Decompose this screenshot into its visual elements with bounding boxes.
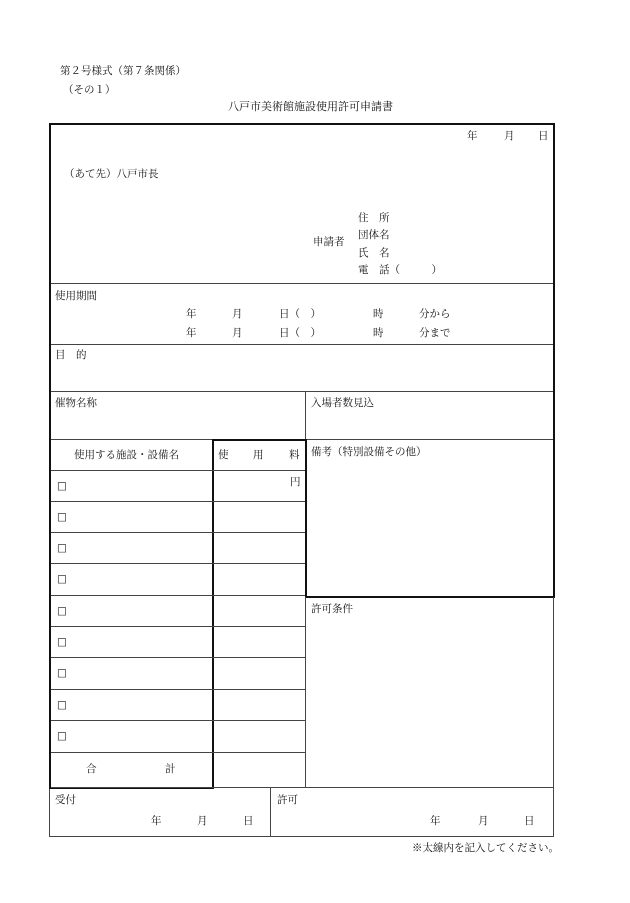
line-conditions-left bbox=[305, 597, 306, 787]
period-from-minute: 分から bbox=[419, 308, 451, 320]
table-row-line bbox=[51, 563, 305, 564]
table-row-line bbox=[51, 657, 305, 658]
border-table-right bbox=[212, 439, 214, 789]
date-month: 月 bbox=[504, 130, 515, 142]
period-from-year: 年 bbox=[186, 308, 197, 320]
remarks-label: 備考（特別設備その他） bbox=[311, 446, 427, 458]
table-row-line bbox=[51, 595, 305, 596]
applicant-phone: 電 話（ ） bbox=[358, 264, 442, 276]
page-title: 八戸市美術館施設使用許可申請書 bbox=[228, 100, 393, 113]
line-event-divider bbox=[305, 391, 306, 439]
facility-checkbox[interactable]: □ bbox=[57, 667, 67, 679]
period-to-year: 年 bbox=[186, 327, 197, 339]
line-after-purpose bbox=[51, 391, 553, 392]
line-right-lower bbox=[553, 597, 554, 837]
facility-checkbox[interactable]: □ bbox=[57, 636, 67, 648]
permit-label: 許可 bbox=[277, 794, 298, 806]
total-label-1: 合 bbox=[86, 763, 97, 775]
applicant-name: 氏 名 bbox=[358, 247, 390, 259]
facility-checkbox[interactable]: □ bbox=[57, 730, 67, 742]
facility-checkbox[interactable]: □ bbox=[57, 699, 67, 711]
border-top bbox=[49, 123, 555, 125]
applicant-address: 住 所 bbox=[358, 212, 390, 224]
date-year: 年 bbox=[467, 130, 478, 142]
permit-day: 日 bbox=[524, 815, 535, 827]
line-bottom bbox=[49, 836, 554, 837]
footer-note: ※太線内を記入してください。 bbox=[412, 842, 559, 854]
receipt-year: 年 bbox=[151, 815, 162, 827]
line-before-footer bbox=[51, 787, 554, 788]
form-part: （その１） bbox=[63, 84, 116, 96]
line-after-event-left bbox=[51, 439, 212, 440]
period-to-hour: 時 bbox=[373, 327, 384, 339]
period-from-month: 月 bbox=[232, 308, 243, 320]
period-from-day: 日（ ） bbox=[279, 308, 321, 320]
col-fee-header-2: 用 bbox=[253, 449, 264, 461]
attendance-label: 入場者数見込 bbox=[311, 397, 374, 409]
applicant-org: 団体名 bbox=[358, 229, 390, 241]
col-facility-header: 使用する施設・設備名 bbox=[74, 449, 179, 461]
line-left-lower bbox=[49, 789, 50, 837]
facility-checkbox[interactable]: □ bbox=[57, 480, 67, 492]
applicant-label: 申請者 bbox=[313, 236, 345, 248]
border-right bbox=[553, 123, 555, 597]
form-number: 第２号様式（第７条関係） bbox=[60, 65, 186, 77]
table-row-line bbox=[51, 470, 305, 471]
period-to-month: 月 bbox=[232, 327, 243, 339]
facility-checkbox[interactable]: □ bbox=[57, 511, 67, 523]
line-after-period bbox=[51, 344, 553, 345]
receipt-month: 月 bbox=[197, 815, 208, 827]
line-after-event-right bbox=[307, 439, 553, 440]
table-row-line bbox=[51, 689, 305, 690]
table-row-line bbox=[51, 501, 305, 502]
event-name-label: 催物名称 bbox=[55, 397, 97, 409]
border-fee-top bbox=[212, 439, 307, 441]
facility-checkbox[interactable]: □ bbox=[57, 542, 67, 554]
period-to-minute: 分まで bbox=[419, 327, 451, 339]
total-label-2: 計 bbox=[165, 763, 176, 775]
addressee: （あて先）八戸市長 bbox=[64, 168, 159, 180]
facility-checkbox[interactable]: □ bbox=[57, 573, 67, 585]
facility-checkbox[interactable]: □ bbox=[57, 605, 67, 617]
table-row-line bbox=[51, 752, 305, 753]
purpose-label: 目 的 bbox=[55, 349, 87, 361]
col-fee-header-1: 使 bbox=[218, 449, 229, 461]
table-row-line bbox=[51, 532, 305, 533]
yen-unit: 円 bbox=[290, 476, 301, 488]
border-remarks-bottom bbox=[305, 596, 555, 598]
period-label: 使用期間 bbox=[55, 290, 97, 302]
conditions-label: 許可条件 bbox=[311, 603, 353, 615]
permit-month: 月 bbox=[478, 815, 489, 827]
date-day: 日 bbox=[538, 130, 549, 142]
line-after-applicant bbox=[51, 283, 553, 284]
line-footer-divider bbox=[270, 788, 271, 836]
table-row-line bbox=[51, 626, 305, 627]
permit-year: 年 bbox=[430, 815, 441, 827]
table-row-line bbox=[51, 720, 305, 721]
col-fee-header-3: 料 bbox=[289, 449, 300, 461]
period-to-day: 日（ ） bbox=[279, 327, 321, 339]
period-from-hour: 時 bbox=[373, 308, 384, 320]
border-remarks-left bbox=[305, 439, 307, 597]
receipt-label: 受付 bbox=[55, 794, 76, 806]
receipt-day: 日 bbox=[243, 815, 254, 827]
